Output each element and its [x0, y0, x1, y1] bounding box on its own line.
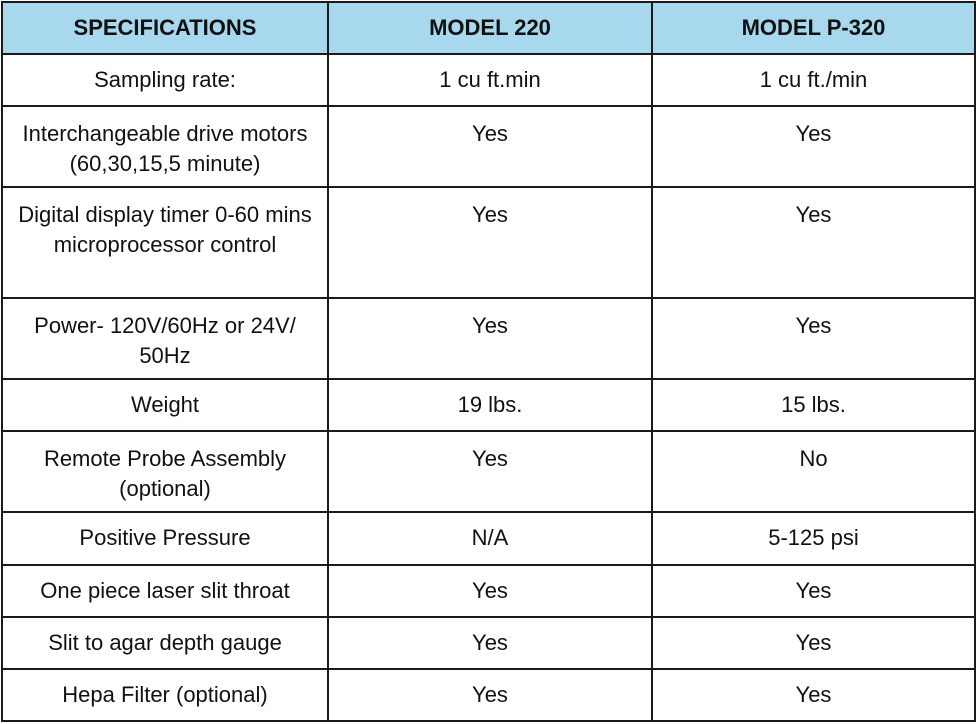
model-p320-value: Yes [652, 298, 975, 379]
model-220-value: Yes [328, 565, 652, 617]
model-220-value: Yes [328, 298, 652, 379]
model-p320-value: Yes [652, 106, 975, 187]
model-p320-value: Yes [652, 669, 975, 721]
table-row [2, 54, 975, 106]
model-220-value: Yes [328, 617, 652, 669]
model-p320-value: No [652, 431, 975, 512]
model-p320-value: Yes [652, 565, 975, 617]
spec-label: Power- 120V/60Hz or 24V/ 50Hz [2, 298, 328, 379]
model-p320-value: 5-125 psi [652, 512, 975, 564]
model-220-value: Yes [328, 106, 652, 187]
table-row [2, 565, 975, 617]
model-220-value: N/A [328, 512, 652, 564]
table-row [2, 298, 975, 379]
table-row [2, 187, 975, 297]
model-p320-value: Yes [652, 617, 975, 669]
model-220-value: 19 lbs. [328, 379, 652, 431]
spec-label: Digital display timer 0-60 mins microprocessor control [2, 187, 328, 297]
spec-label: Remote Probe Assembly (optional) [2, 431, 328, 512]
spec-label: Interchangeable drive motors (60,30,15,5 minute) [2, 106, 328, 187]
model-220-value: Yes [328, 431, 652, 512]
table-row [2, 431, 975, 512]
header-model-220: MODEL 220 [328, 2, 652, 54]
model-p320-value: 15 lbs. [652, 379, 975, 431]
header-row [2, 2, 975, 54]
table-row [2, 512, 975, 564]
model-p320-value: Yes [652, 187, 975, 297]
table-row [2, 379, 975, 431]
header-specifications: SPECIFICATIONS [2, 2, 328, 54]
spec-label: One piece laser slit throat [2, 565, 328, 617]
spec-label: Positive Pressure [2, 512, 328, 564]
table-row [2, 106, 975, 187]
model-220-value: Yes [328, 187, 652, 297]
model-220-value: Yes [328, 669, 652, 721]
spec-label: Slit to agar depth gauge [2, 617, 328, 669]
header-model-p320: MODEL P-320 [652, 2, 975, 54]
spec-label: Sampling rate: [2, 54, 328, 106]
table-row [2, 669, 975, 721]
spec-label: Hepa Filter (optional) [2, 669, 328, 721]
spec-label: Weight [2, 379, 328, 431]
model-220-value: 1 cu ft.min [328, 54, 652, 106]
table-row [2, 617, 975, 669]
model-p320-value: 1 cu ft./min [652, 54, 975, 106]
specifications-table [1, 1, 976, 722]
